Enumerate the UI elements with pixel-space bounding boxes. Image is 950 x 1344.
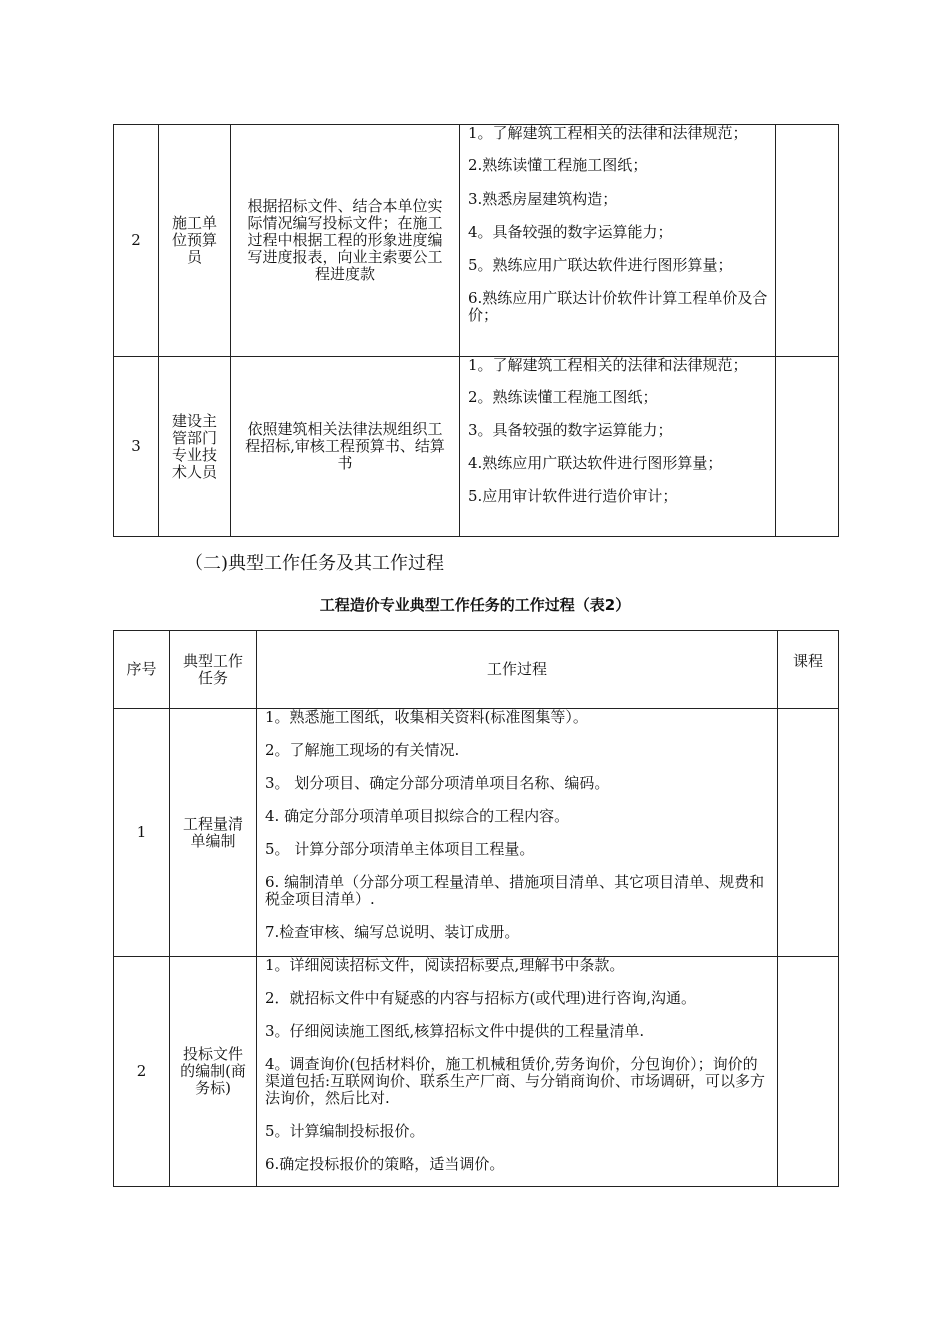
list-item: 6.熟练应用广联达计价软件计算工程单价及合价； — [468, 289, 768, 324]
section-heading: （二)典型工作任务及其工作过程 — [185, 553, 445, 574]
list-item: 5。 计算分部分项清单主体项目工程量。 — [265, 840, 535, 858]
task-name: 投标文件的编制(商务标) — [170, 957, 257, 1187]
course-cell — [778, 709, 839, 957]
task-name: 工程量清单编制 — [170, 709, 257, 957]
column-header-course: 课程 — [778, 631, 839, 709]
list-item: 6. 编制清单（分部分项工程量清单、措施项目清单、其它项目清单、规费和税金项目清单）. — [265, 873, 765, 908]
list-item: 4。具备较强的数字运算能力； — [468, 223, 673, 241]
table-row — [114, 357, 839, 537]
requirements-list — [460, 125, 776, 357]
duty-description: 依照建筑相关法律法规组织工程招标,审核工程预算书、结算书 — [231, 357, 460, 537]
row-index: 3 — [114, 357, 159, 537]
list-item: 1。熟悉施工图纸，收集相关资料(标准图集等）。 — [265, 708, 588, 726]
list-item: 6.确定投标报价的策略，适当调价。 — [265, 1155, 505, 1173]
list-item: 2。了解施工现场的有关情况. — [265, 741, 460, 759]
list-item: 1。了解建筑工程相关的法律和法律规范； — [468, 356, 748, 374]
requirements-list — [460, 357, 776, 537]
column-header-index: 序号 — [114, 631, 170, 709]
job-requirements-table — [113, 124, 839, 537]
row-index: 1 — [114, 709, 170, 957]
list-item: 2。熟练读懂工程施工图纸； — [468, 388, 658, 406]
process-steps — [257, 957, 778, 1187]
duty-description: 根据招标文件、结合本单位实际情况编写投标文件；在施工过程中根据工程的形象进度编写进度报表，向业主索要公工程进度款 — [231, 125, 460, 357]
list-item: 1。详细阅读招标文件，阅读招标要点,理解书中条款。 — [265, 956, 625, 974]
empty-cell — [776, 357, 839, 537]
row-index: 2 — [114, 957, 170, 1187]
list-item: 4.熟练应用广联达软件进行图形算量； — [468, 454, 723, 472]
list-item: 5。熟练应用广联达软件进行图形算量； — [468, 256, 733, 274]
column-header-task: 典型工作任务 — [170, 631, 257, 709]
table-row — [114, 957, 839, 1187]
list-item: 3.熟悉房屋建筑构造； — [468, 190, 618, 208]
list-item: 5.应用审计软件进行造价审计； — [468, 487, 678, 505]
list-item: 3。具备较强的数字运算能力； — [468, 421, 673, 439]
row-index: 2 — [114, 125, 159, 357]
process-steps — [257, 709, 778, 957]
list-item: 2.熟练读懂工程施工图纸； — [468, 156, 648, 174]
list-item: 4. 确定分部分项清单项目拟综合的工程内容。 — [265, 807, 570, 825]
table-row — [114, 709, 839, 957]
table-header-row — [114, 631, 839, 709]
position-name: 施工单位预算员 — [159, 125, 231, 357]
list-item: 2．就招标文件中有疑惑的内容与招标方(或代理)进行咨询,沟通。 — [265, 989, 697, 1007]
course-cell — [778, 957, 839, 1187]
column-header-process: 工作过程 — [257, 631, 778, 709]
list-item: 3。仔细阅读施工图纸,核算招标文件中提供的工程量清单. — [265, 1022, 645, 1040]
list-item: 5。计算编制投标报价。 — [265, 1122, 425, 1140]
table-caption: 工程造价专业典型工作任务的工作过程（表2） — [319, 596, 631, 614]
list-item: 7.检查审核、编写总说明、装订成册。 — [265, 923, 520, 941]
work-process-table — [113, 630, 839, 1187]
empty-cell — [776, 125, 839, 357]
list-item: 3。 划分项目、确定分部分项清单项目名称、编码。 — [265, 774, 610, 792]
table-row — [114, 125, 839, 357]
position-name: 建设主管部门专业技术人员 — [159, 357, 231, 537]
list-item: 4。调查询价(包括材料价，施工机械租赁价,劳务询价，分包询价）；询价的渠道包括:互联网询价、联系生产厂商、与分销商询价、市场调研，可以多方法询价，然后比对. — [265, 1055, 766, 1107]
list-item: 1。了解建筑工程相关的法律和法律规范； — [468, 124, 748, 142]
